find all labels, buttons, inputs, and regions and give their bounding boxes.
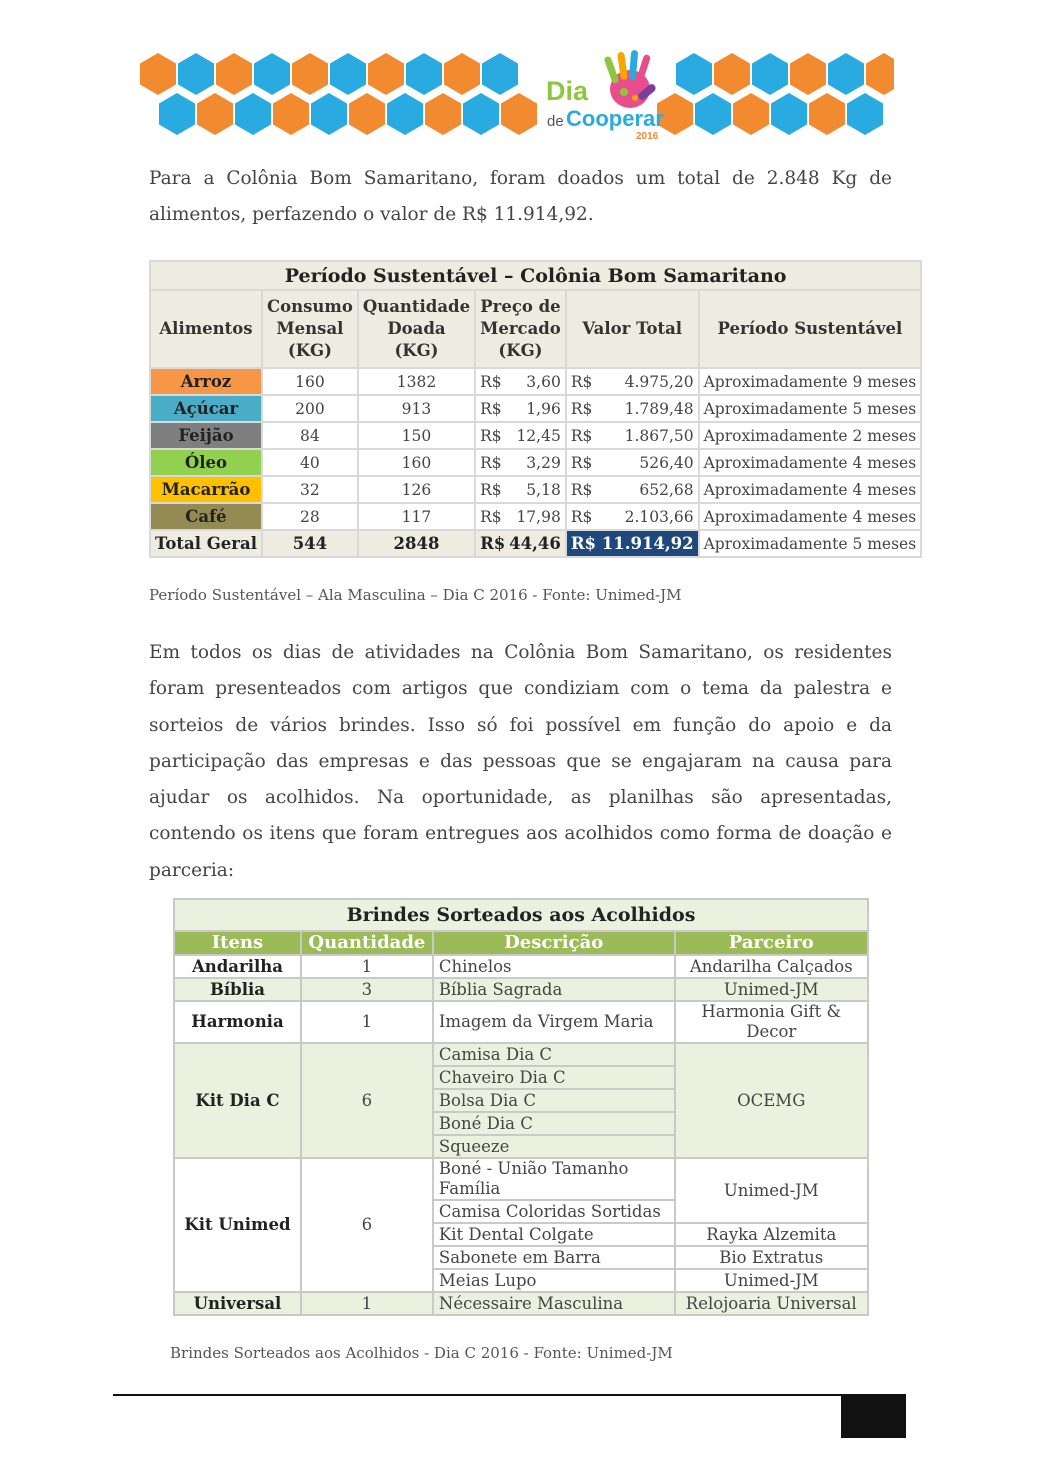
- consumo-value: 32: [263, 477, 357, 502]
- total-periodo: Aproximadamente 5 meses: [700, 531, 921, 556]
- table1-total-row: [151, 531, 920, 556]
- currency-label: R$: [570, 507, 593, 526]
- item-desc: Bíblia Sagrada: [434, 979, 674, 1000]
- preco-cell: [476, 423, 565, 448]
- item-desc: Boné Dia C: [434, 1113, 674, 1134]
- valor-value: 2.103,66: [624, 507, 694, 526]
- preco-cell: [476, 396, 565, 421]
- hexagon-shape: [463, 93, 499, 135]
- logo-text-year: 2016: [636, 131, 659, 142]
- hand-logo-icon: [603, 50, 657, 108]
- food-name: Café: [151, 504, 261, 529]
- periodo-value: Aproximadamente 5 meses: [700, 396, 921, 421]
- table-row: [175, 1293, 867, 1314]
- col-header-alimentos: Alimentos: [151, 291, 261, 367]
- table1-caption: Período Sustentável – Ala Masculina – Dia C 2016 - Fonte: Unimed-JM: [149, 586, 682, 604]
- hexagon-shape: [406, 53, 442, 95]
- consumo-value: 160: [263, 369, 357, 394]
- item-name: Bíblia: [175, 979, 300, 1000]
- hexagon-shape: [695, 93, 731, 135]
- hexagon-shape: [254, 53, 290, 95]
- currency-label: R$: [570, 480, 593, 499]
- total-preco-currency: R$: [480, 534, 506, 553]
- item-partner: Unimed-JM: [676, 1159, 868, 1222]
- footer-divider: [113, 1394, 906, 1396]
- col-header-quantidade: Quantidade: [302, 932, 432, 954]
- hexagon-shape: [159, 93, 195, 135]
- table-row: [175, 1002, 867, 1042]
- hexagon-banner-graphic: [138, 44, 894, 146]
- col-header-itens: Itens: [175, 932, 300, 954]
- doada-value: 1382: [359, 369, 474, 394]
- col-header-consumo: Consumo Mensal (KG): [263, 291, 357, 367]
- periodo-value: Aproximadamente 4 meses: [700, 504, 921, 529]
- preco-value: 3,60: [526, 372, 561, 391]
- item-desc: Squeeze: [434, 1136, 674, 1157]
- table2-title: Brindes Sorteados aos Acolhidos: [175, 900, 867, 930]
- table-row: [175, 979, 867, 1000]
- food-name: Óleo: [151, 450, 261, 475]
- hexagon-shape: [771, 93, 807, 135]
- table1-header-row: [151, 291, 920, 367]
- sustainable-period-table: [149, 260, 922, 558]
- hexagon-shape: [866, 53, 894, 95]
- col-header-descricao: Descrição: [434, 932, 674, 954]
- dia-de-cooperar-banner: [138, 44, 894, 146]
- table-row: [151, 450, 920, 475]
- item-desc: Chaveiro Dia C: [434, 1067, 674, 1088]
- currency-label: R$: [480, 453, 502, 472]
- hexagon-shape: [790, 53, 826, 95]
- food-name: Açúcar: [151, 396, 261, 421]
- periodo-value: Aproximadamente 2 meses: [700, 423, 921, 448]
- food-name: Macarrão: [151, 477, 261, 502]
- currency-label: R$: [480, 426, 502, 445]
- food-name: Feijão: [151, 423, 261, 448]
- item-desc: Sabonete em Barra: [434, 1247, 674, 1268]
- valor-cell: [567, 369, 698, 394]
- valor-cell: [567, 396, 698, 421]
- table-row: [151, 504, 920, 529]
- page-number-box: [841, 1396, 906, 1438]
- currency-label: R$: [480, 480, 502, 499]
- item-qty: 1: [302, 956, 432, 977]
- periodo-value: Aproximadamente 4 meses: [700, 450, 921, 475]
- valor-value: 652,68: [639, 480, 694, 499]
- item-partner: Andarilha Calçados: [676, 956, 868, 977]
- item-qty: 1: [302, 1002, 432, 1042]
- item-desc: Camisa Coloridas Sortidas: [434, 1201, 674, 1222]
- consumo-value: 200: [263, 396, 357, 421]
- hexagon-shape: [311, 93, 347, 135]
- item-name: Harmonia: [175, 1002, 300, 1042]
- preco-value: 1,96: [526, 399, 561, 418]
- doada-value: 117: [359, 504, 474, 529]
- hexagon-shape: [444, 53, 480, 95]
- logo-text-dia: Dia: [546, 76, 589, 106]
- total-label: Total Geral: [151, 531, 261, 556]
- body-paragraph: Em todos os dias de atividades na Colônia Bom Samaritano, os residentes foram presenteados com artigos que condiziam com o tema da palestra e sorteios de vários brindes. Isso só foi possível em função do apoio e da participação das empresas e das pessoas que se engajaram na causa para ajudar os acolhidos. Na oportunidade, as planilhas são apresentadas, contendo os itens que foram entregues aos acolhidos como forma de doação e parceria:: [149, 642, 892, 881]
- periodo-value: Aproximadamente 4 meses: [700, 477, 921, 502]
- hexagon-shape: [349, 93, 385, 135]
- doada-value: 160: [359, 450, 474, 475]
- preco-value: 5,18: [526, 480, 561, 499]
- consumo-value: 40: [263, 450, 357, 475]
- hexagon-shape: [216, 53, 252, 95]
- hexagon-shape: [501, 93, 537, 135]
- item-name: Kit Dia C: [175, 1044, 300, 1157]
- item-qty: 6: [302, 1044, 432, 1157]
- item-desc: Chinelos: [434, 956, 674, 977]
- intro-paragraph: Para a Colônia Bom Samaritano, foram doados um total de 2.848 Kg de alimentos, perfazendo o valor de R$ 11.914,92.: [149, 168, 892, 226]
- hexagon-shape: [178, 53, 214, 95]
- gifts-table: [173, 898, 869, 1316]
- hexagon-shape: [197, 93, 233, 135]
- currency-label: R$: [480, 372, 502, 391]
- item-partner: Bio Extratus: [676, 1247, 868, 1268]
- col-header-valor-total: Valor Total: [567, 291, 698, 367]
- hexagon-shape: [330, 53, 366, 95]
- item-partner: OCEMG: [676, 1044, 868, 1157]
- col-header-parceiro: Parceiro: [676, 932, 868, 954]
- hexagon-shape: [235, 93, 271, 135]
- table-row: [175, 1159, 867, 1199]
- item-desc: Bolsa Dia C: [434, 1090, 674, 1111]
- consumo-value: 28: [263, 504, 357, 529]
- item-name: Kit Unimed: [175, 1159, 300, 1291]
- valor-cell: [567, 504, 698, 529]
- item-qty: 1: [302, 1293, 432, 1314]
- hexagon-shape: [676, 53, 712, 95]
- table-row: [151, 423, 920, 448]
- currency-label: R$: [570, 426, 593, 445]
- hexagon-shape: [292, 53, 328, 95]
- item-desc: Meias Lupo: [434, 1270, 674, 1291]
- item-partner: Unimed-JM: [676, 979, 868, 1000]
- table2-caption: Brindes Sorteados aos Acolhidos - Dia C 2016 - Fonte: Unimed-JM: [170, 1344, 673, 1362]
- doada-value: 126: [359, 477, 474, 502]
- table2-header-row: [175, 932, 867, 954]
- table-row: [151, 369, 920, 394]
- periodo-value: Aproximadamente 9 meses: [700, 369, 921, 394]
- currency-label: R$: [570, 372, 593, 391]
- hexagon-shape: [828, 53, 864, 95]
- total-valor: R$ 11.914,92: [567, 531, 698, 556]
- hexagon-shape: [368, 53, 404, 95]
- consumo-value: 84: [263, 423, 357, 448]
- total-preco-value: 44,46: [509, 534, 561, 553]
- hexagon-shape: [387, 93, 423, 135]
- item-desc: Imagem da Virgem Maria: [434, 1002, 674, 1042]
- preco-cell: [476, 369, 565, 394]
- item-desc: Camisa Dia C: [434, 1044, 674, 1065]
- food-name: Arroz: [151, 369, 261, 394]
- table-row: [175, 956, 867, 977]
- valor-cell: [567, 450, 698, 475]
- item-name: Universal: [175, 1293, 300, 1314]
- logo-text-de: de: [547, 113, 564, 130]
- item-name: Andarilha: [175, 956, 300, 977]
- hexagon-shape: [425, 93, 461, 135]
- item-partner: Harmonia Gift & Decor: [676, 1002, 868, 1042]
- valor-cell: [567, 423, 698, 448]
- preco-cell: [476, 477, 565, 502]
- valor-cell: [567, 477, 698, 502]
- total-preco: [476, 531, 565, 556]
- currency-label: R$: [480, 507, 502, 526]
- hexagon-shape: [733, 93, 769, 135]
- hexagon-shape: [273, 93, 309, 135]
- total-doada: 2848: [359, 531, 474, 556]
- hexagon-shape: [809, 93, 845, 135]
- doada-value: 913: [359, 396, 474, 421]
- currency-label: R$: [570, 399, 593, 418]
- hexagon-shape: [140, 53, 176, 95]
- total-consumo: 544: [263, 531, 357, 556]
- item-partner: Rayka Alzemita: [676, 1224, 868, 1245]
- doada-value: 150: [359, 423, 474, 448]
- hexagon-shape: [752, 53, 788, 95]
- preco-cell: [476, 450, 565, 475]
- valor-value: 1.789,48: [624, 399, 694, 418]
- item-qty: 3: [302, 979, 432, 1000]
- hexagon-shape: [482, 53, 518, 95]
- preco-cell: [476, 504, 565, 529]
- currency-label: R$: [480, 399, 502, 418]
- valor-value: 526,40: [639, 453, 694, 472]
- item-partner: Unimed-JM: [676, 1270, 868, 1291]
- hexagon-shape: [847, 93, 883, 135]
- valor-value: 4.975,20: [624, 372, 694, 391]
- item-desc: Kit Dental Colgate: [434, 1224, 674, 1245]
- item-desc: Nécessaire Masculina: [434, 1293, 674, 1314]
- preco-value: 17,98: [516, 507, 561, 526]
- preco-value: 12,45: [516, 426, 561, 445]
- item-desc: Boné - União Tamanho Família: [434, 1159, 674, 1199]
- table-row: [151, 477, 920, 502]
- item-qty: 6: [302, 1159, 432, 1291]
- hexagon-shape: [714, 53, 750, 95]
- preco-value: 3,29: [526, 453, 561, 472]
- table-row: [175, 1044, 867, 1065]
- logo-text-cooperar: Cooperar: [566, 106, 664, 131]
- col-header-preco: Preço de Mercado (KG): [476, 291, 565, 367]
- item-partner: Relojoaria Universal: [676, 1293, 868, 1314]
- table-row: [151, 396, 920, 421]
- table1-title: Período Sustentável – Colônia Bom Samaritano: [151, 262, 920, 289]
- col-header-periodo: Período Sustentável: [700, 291, 921, 367]
- valor-value: 1.867,50: [624, 426, 694, 445]
- currency-label: R$: [570, 453, 593, 472]
- col-header-quantidade: Quantidade Doada (KG): [359, 291, 474, 367]
